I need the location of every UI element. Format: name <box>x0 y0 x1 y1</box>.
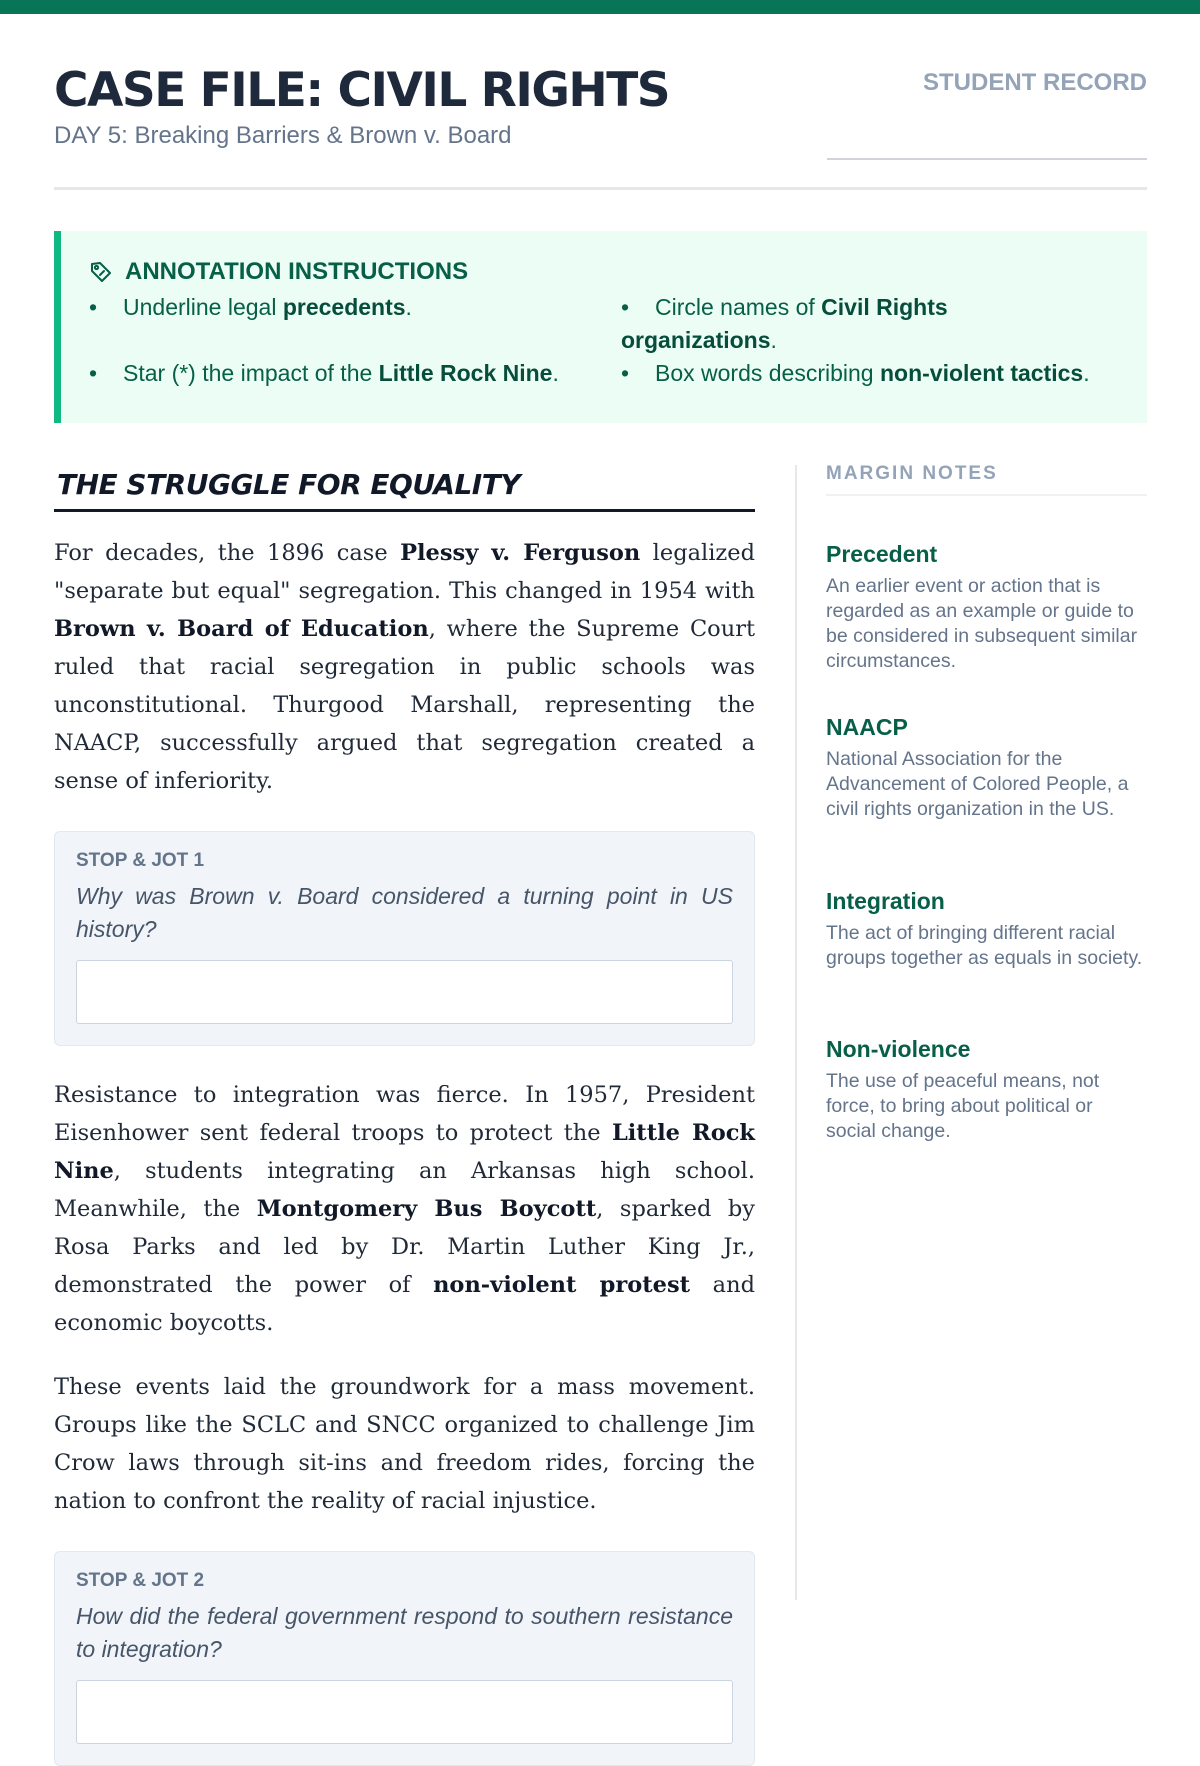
jot-question: How did the federal government respond to southern resistance to integration? <box>76 1603 733 1662</box>
stop-and-jot-1 <box>54 831 755 1046</box>
term-name: Integration <box>826 888 945 914</box>
stop-and-jot-2 <box>54 1551 755 1766</box>
bullet: • <box>89 294 98 320</box>
bullet: • <box>89 360 98 386</box>
paragraph-2: Resistance to integration was fierce. In 1957, President Eisenhower sent federal troops to protect the Little Rock Nine, students integrating an Arkansas high school. Meanwhile, the Montgomery Bus Boycott, sparked by Rosa Parks and led by Dr. Martin Luther King Jr., demonstrated the power of non-violent protest and economic boycotts. <box>54 1082 755 1336</box>
jot-label: STOP & JOT 2 <box>76 1570 205 1591</box>
term-definition: The act of bringing different racial groups together as equals in society. <box>826 922 1143 969</box>
instruction-item: • Circle names of Civil Rights organizations. <box>621 291 1091 357</box>
glossary-term <box>826 1036 1147 1144</box>
page-title: CASE FILE: CIVIL RIGHTS <box>54 63 670 118</box>
term-definition: The use of peaceful means, not force, to bring about political or social change. <box>826 1070 1100 1142</box>
term-name: NAACP <box>826 714 908 740</box>
term-definition: National Association for the Advancement of Colored People, a civil rights organization in the US. <box>826 748 1129 820</box>
term-definition: An earlier event or action that is regarded as an example or guide to be considered in subsequent similar circumstances. <box>826 575 1138 672</box>
glossary-term <box>826 541 1147 674</box>
paragraph-3: These events laid the groundwork for a mass movement. Groups like the SCLC and SNCC organized to challenge Jim Crow laws through sit-ins and freedom rides, forcing the nation to confront the reality of racial injustice. <box>54 1374 755 1514</box>
glossary-term <box>826 714 1147 822</box>
tag-pen-icon <box>89 260 113 284</box>
jot-answer-field[interactable] <box>76 1680 733 1744</box>
page-header <box>54 62 1147 150</box>
bullet: • <box>621 360 630 386</box>
column-divider <box>795 465 797 1600</box>
bullet: • <box>621 294 630 320</box>
annotation-instructions-box <box>54 231 1147 423</box>
top-accent-bar <box>0 0 1200 14</box>
section-title: THE STRUGGLE FOR EQUALITY <box>54 464 755 512</box>
student-record-label: STUDENT RECORD <box>922 69 1147 96</box>
glossary-term <box>826 888 1147 971</box>
paragraph-1: For decades, the 1896 case Plessy v. Ferguson legalized "separate but equal" segregation. This changed in 1954 with Brown v. Board of Education, where the Supreme Court ruled that racial segregation in public schools was unconstitutional. Thurgood Marshall, representing the NAACP, successfully argued that segregation created a sense of inferiority. <box>54 540 755 794</box>
main-reading-column <box>54 464 755 1766</box>
instruction-item: • Star (*) the impact of the Little Rock Nine. <box>89 357 559 390</box>
student-record-line[interactable] <box>827 158 1147 160</box>
header-divider <box>54 187 1147 190</box>
instruction-item: • Box words describing non-violent tactics. <box>621 357 1090 390</box>
instructions-heading-text: ANNOTATION INSTRUCTIONS <box>125 258 469 285</box>
jot-answer-field[interactable] <box>76 960 733 1024</box>
jot-label: STOP & JOT 1 <box>76 850 205 871</box>
term-name: Non-violence <box>826 1036 971 1062</box>
margin-notes-heading: MARGIN NOTES <box>826 463 1147 496</box>
instructions-heading <box>89 258 468 286</box>
instruction-item: • Underline legal precedents. <box>89 291 412 324</box>
term-name: Precedent <box>826 541 938 567</box>
jot-question: Why was Brown v. Board considered a turning point in US history? <box>76 883 733 942</box>
page-subtitle: DAY 5: Breaking Barriers & Brown v. Board <box>54 122 512 149</box>
margin-notes-column <box>826 463 1147 1142</box>
